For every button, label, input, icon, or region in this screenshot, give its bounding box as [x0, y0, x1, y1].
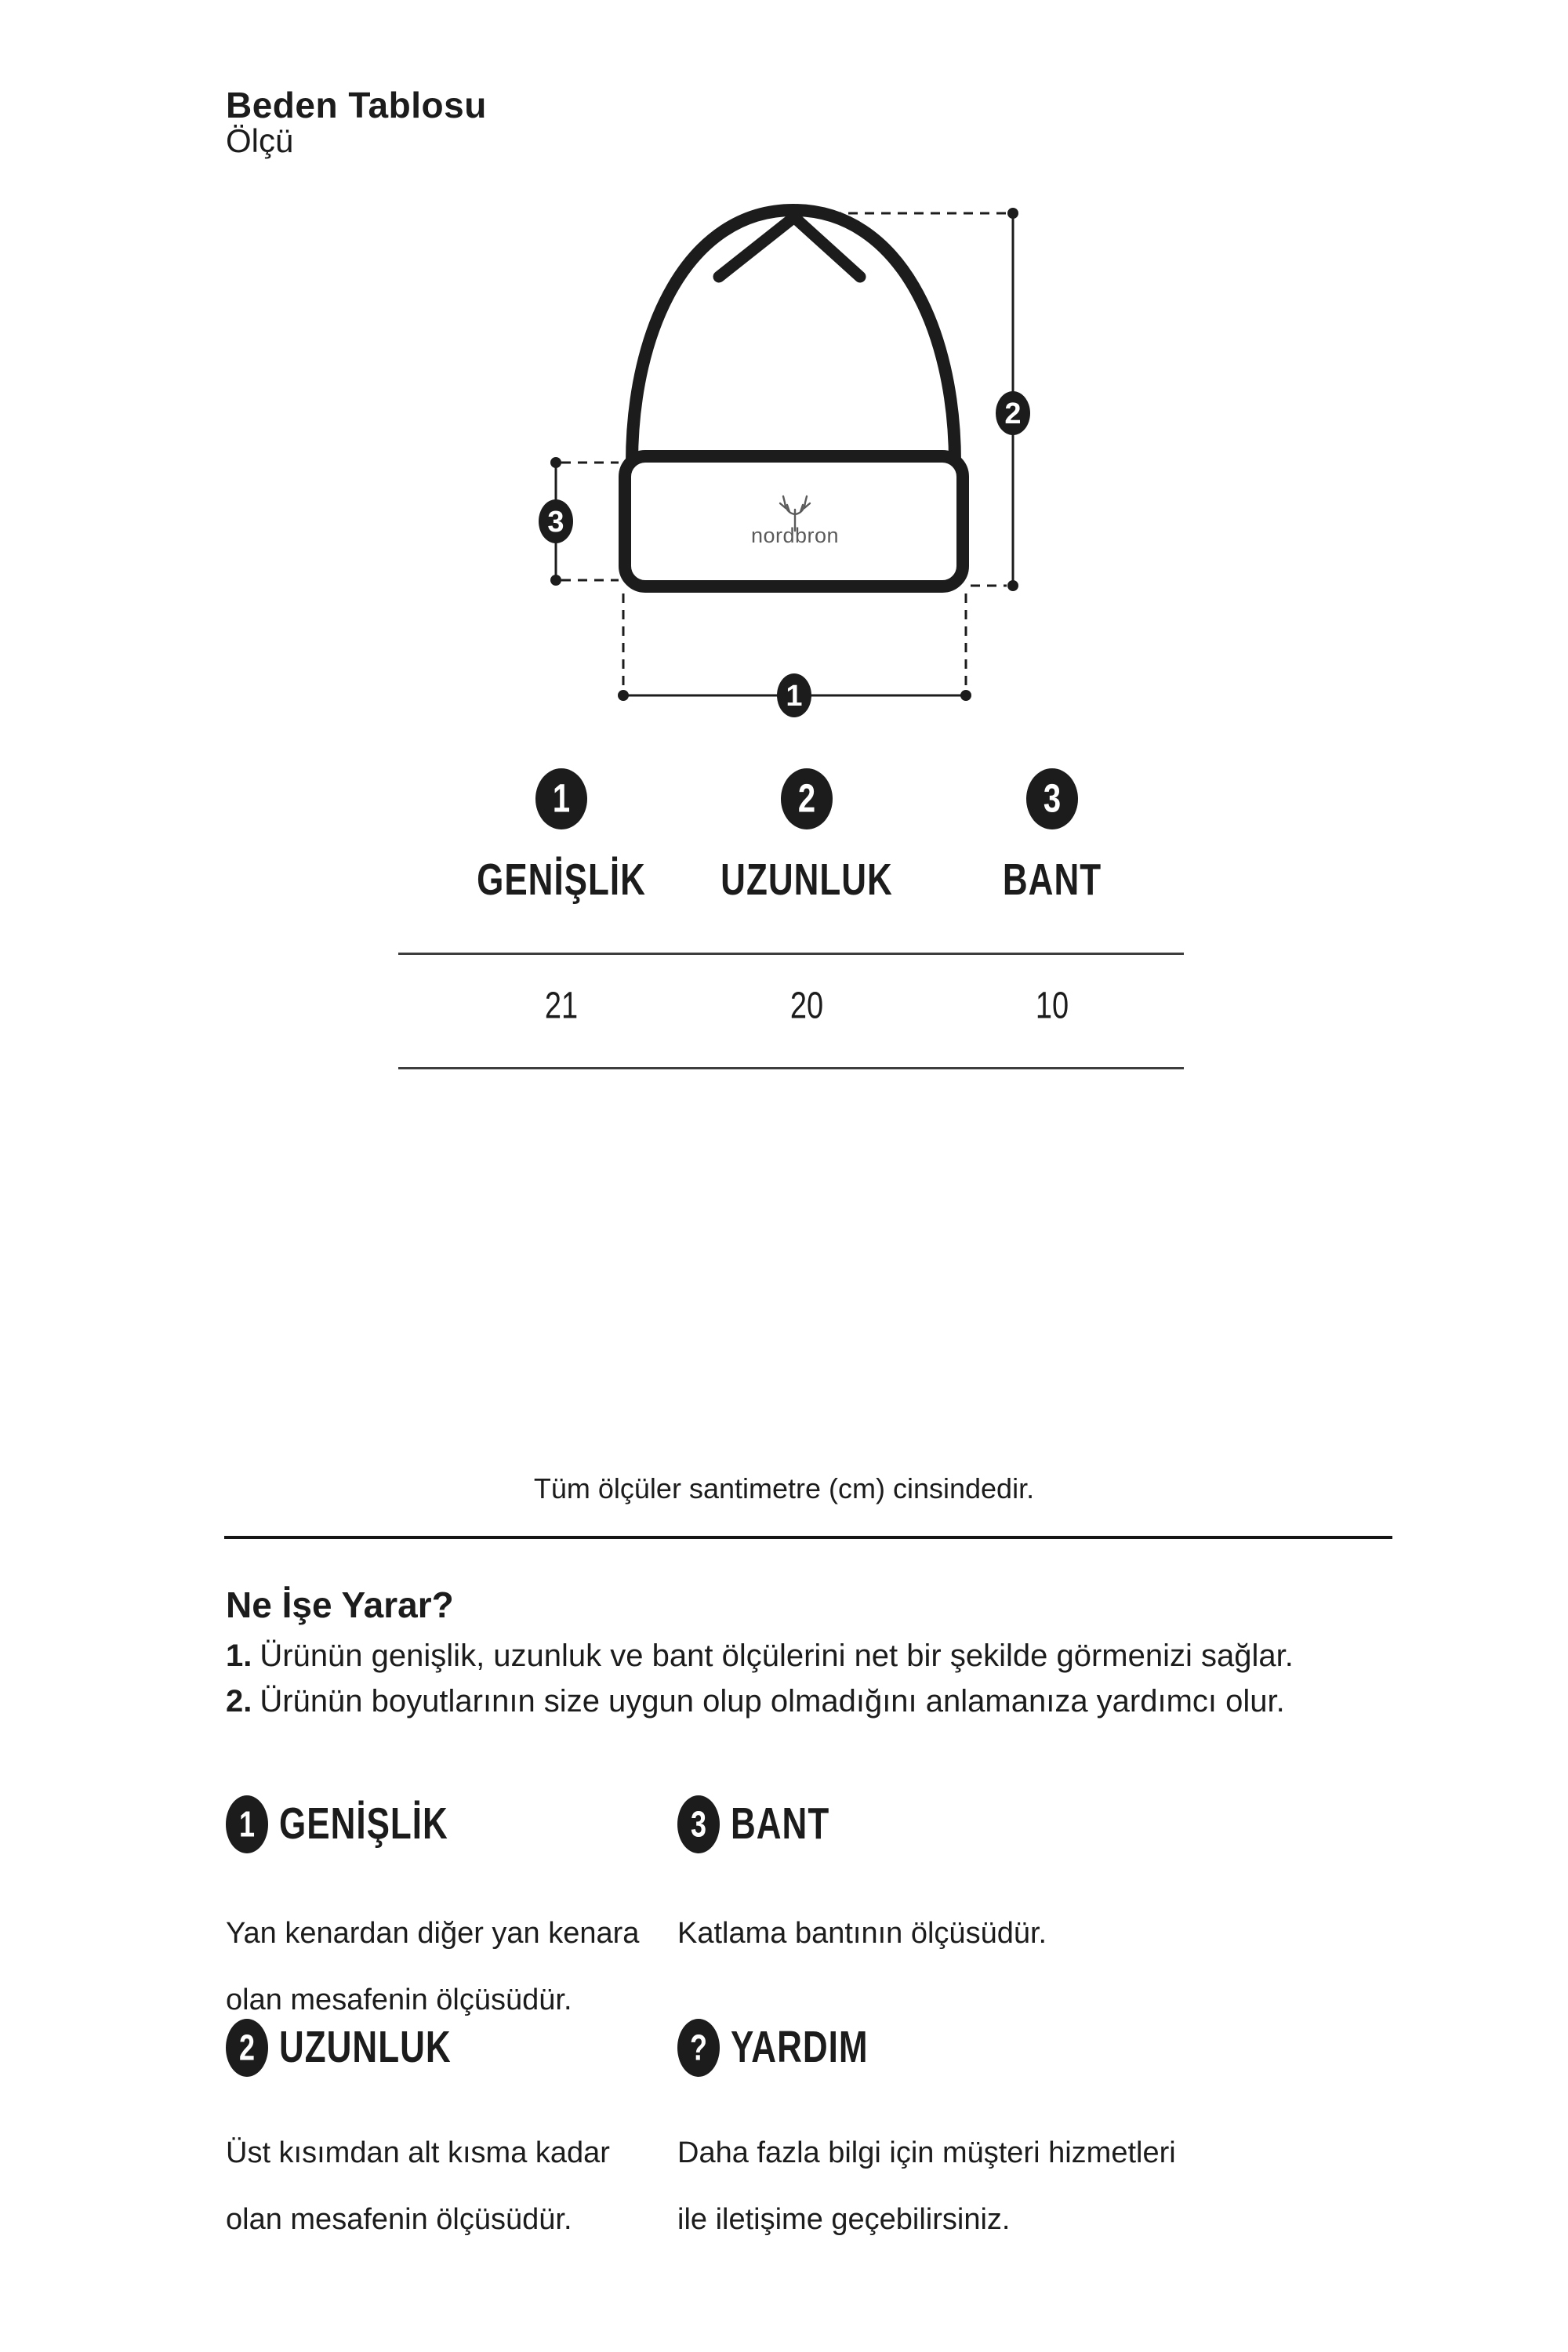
section-body-genislik: Yan kenardan diğer yan kenara olan mesafenin ölçüsüdür.	[226, 1917, 640, 2016]
section-label-genislik: GENİŞLİK	[279, 1799, 448, 1849]
section-badge-yardim: ?	[677, 2019, 720, 2077]
table-value-genislik: 21	[544, 985, 579, 1027]
info-item-1	[226, 1635, 1294, 1676]
table-value-bant: 10	[1035, 985, 1069, 1027]
section-body-uzunluk: Üst kısımdan alt kısma kadar olan mesafenin ölçüsüdür.	[226, 2136, 610, 2236]
info-item-2-number: 2.	[226, 1684, 252, 1719]
table-value-uzunluk: 20	[789, 985, 824, 1027]
info-item-2-text: Ürünün boyutlarının size uygun olup olmadığını anlamanıza yardımcı olur.	[260, 1684, 1285, 1719]
table-header-uzunluk: UZUNLUK	[720, 855, 893, 905]
section-badge-uzunluk: 2	[226, 2019, 268, 2077]
beanie-crown-outline	[632, 210, 955, 463]
page-title: Beden Tablosu	[226, 85, 487, 125]
section-body-bant: Katlama bantının ölçüsüdür.	[677, 1917, 1047, 1950]
brand-logo-text: nordbron	[750, 524, 840, 547]
svg-text:1: 1	[786, 680, 803, 713]
section-divider	[224, 1536, 1392, 1539]
page-subtitle: Ölçü	[226, 122, 294, 159]
table-rule-bottom	[398, 1067, 1184, 1069]
info-item-1-number: 1.	[226, 1639, 252, 1673]
info-item-1-text: Ürünün genişlik, uzunluk ve bant ölçülerini net bir şekilde görmenizi sağlar.	[260, 1639, 1294, 1673]
beanie-measurement-diagram	[470, 180, 1066, 729]
section-label-uzunluk: UZUNLUK	[279, 2023, 452, 2072]
units-note: Tüm ölçüler santimetre (cm) cinsindedir.	[533, 1472, 1035, 1504]
beanie-cuff	[625, 456, 963, 586]
diagram-marker-badge-3	[539, 499, 573, 543]
svg-text:3: 3	[547, 506, 564, 539]
table-badge-2: 2	[781, 768, 833, 829]
section-body-yardim: Daha fazla bilgi için müşteri hizmetleri ile iletişime geçebilirsiniz.	[677, 2136, 1176, 2236]
section-label-bant: BANT	[731, 1799, 830, 1849]
info-item-2	[226, 1681, 1285, 1722]
table-header-bant: BANT	[1002, 855, 1102, 905]
table-badge-1: 1	[535, 768, 587, 829]
diagram-marker-badge-2	[996, 391, 1030, 435]
section-label-yardim: YARDIM	[731, 2023, 869, 2072]
info-heading: Ne İşe Yarar?	[226, 1584, 454, 1625]
section-badge-genislik: 1	[226, 1795, 268, 1853]
diagram-marker-badge-1	[777, 673, 811, 717]
section-badge-bant: 3	[677, 1795, 720, 1853]
table-badge-3: 3	[1026, 768, 1078, 829]
table-rule-top	[398, 953, 1184, 955]
table-header-genislik: GENİŞLİK	[477, 855, 646, 905]
svg-text:2: 2	[1004, 397, 1022, 430]
